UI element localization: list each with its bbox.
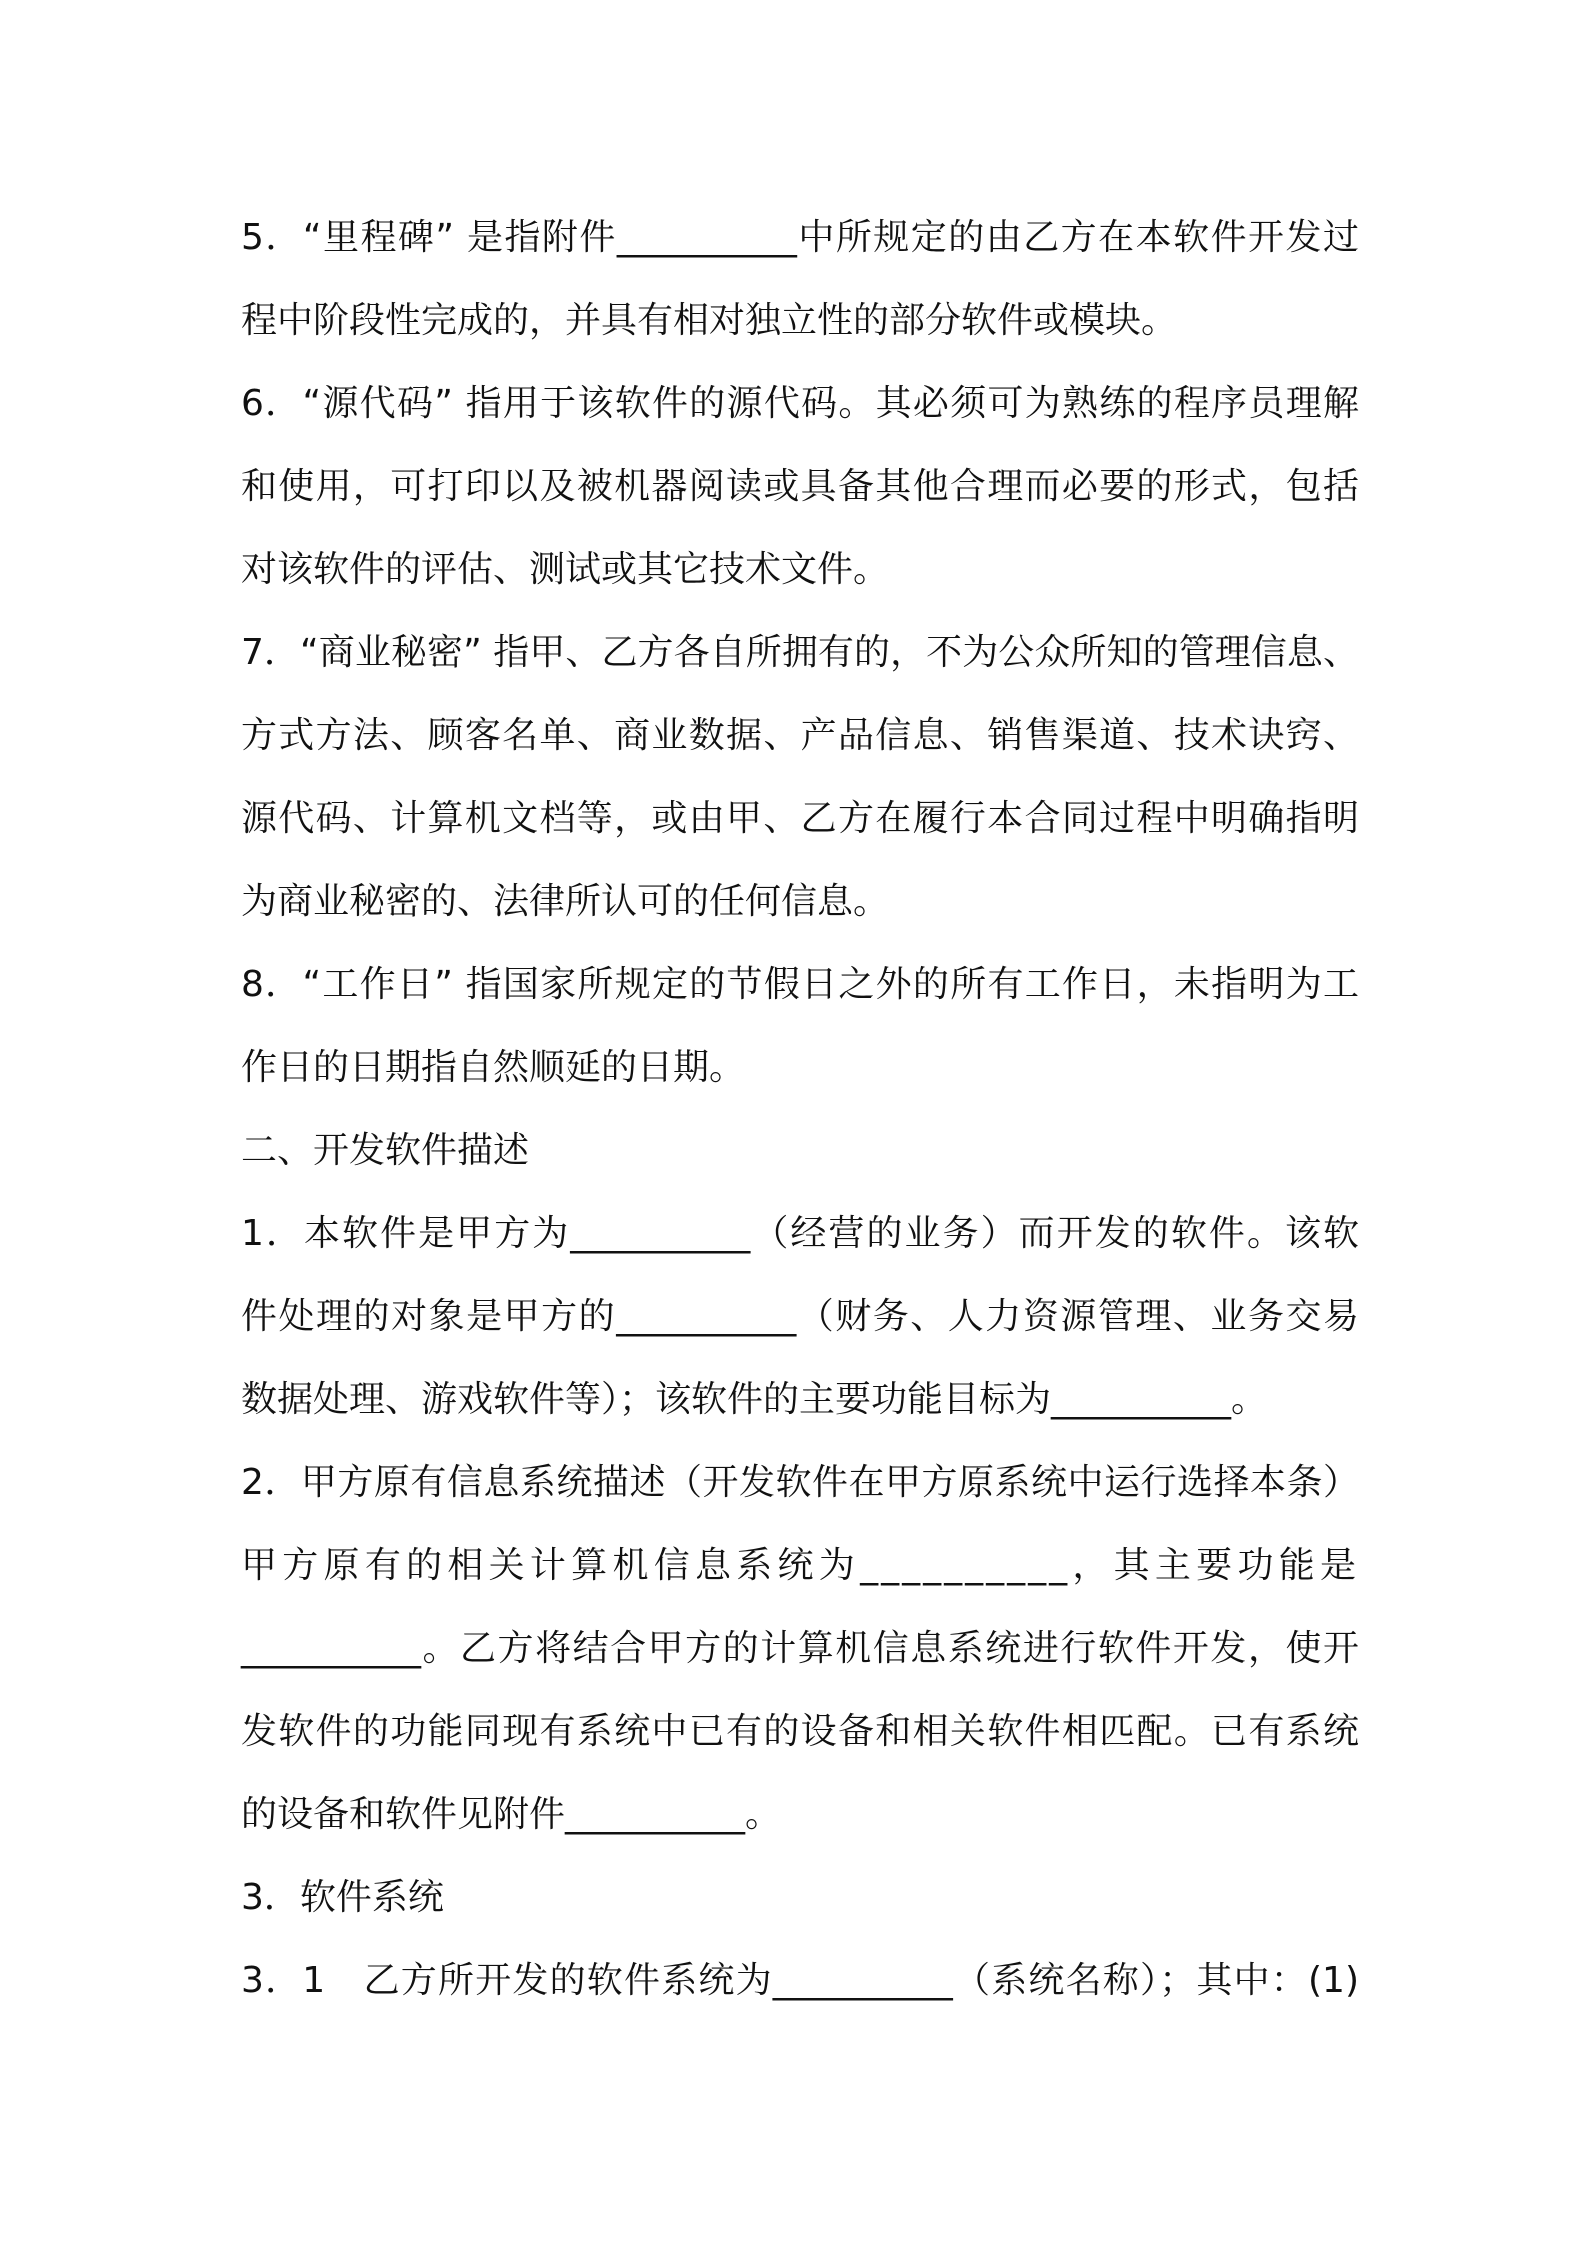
item-3-1-line-1: 3．1 乙方所开发的软件系统为__________（系统名称）；其中：(1) [241, 1960, 1359, 2001]
item-1-line-3: 数据处理、游戏软件等）；该软件的主要功能目标为__________。 [241, 1379, 1268, 1420]
clause-6-line-1: 6．“源代码” 指用于该软件的源代码。其必须可为熟练的程序员理解 [241, 383, 1359, 424]
item-2-line-4: 发软件的功能同现有系统中已有的设备和相关软件相匹配。已有系统 [241, 1711, 1359, 1752]
clause-5-line-2: 程中阶段性完成的，并具有相对独立性的部分软件或模块。 [241, 300, 1178, 341]
clause-6-line-3: 对该软件的评估、测试或其它技术文件。 [241, 549, 890, 590]
section-2-heading: 二、开发软件描述 [241, 1130, 530, 1171]
clause-8-line-1: 8．“工作日” 指国家所规定的节假日之外的所有工作日，未指明为工 [241, 964, 1359, 1005]
item-2-line-2: 甲方原有的相关计算机信息系统为__________，其主要功能是 [241, 1545, 1359, 1586]
clause-7-line-4: 为商业秘密的、法律所认可的任何信息。 [241, 881, 890, 922]
item-3-heading: 3．软件系统 [241, 1877, 444, 1918]
clause-7-line-1: 7．“商业秘密” 指甲、乙方各自所拥有的，不为公众所知的管理信息、 [241, 632, 1359, 673]
clause-5-line-1: 5．“里程碑” 是指附件__________中所规定的由乙方在本软件开发过 [241, 217, 1359, 258]
document-body [241, 196, 1359, 2022]
clause-7-line-3: 源代码、计算机文档等，或由甲、乙方在履行本合同过程中明确指明 [241, 798, 1359, 839]
item-2-line-3: __________。乙方将结合甲方的计算机信息系统进行软件开发，使开 [241, 1628, 1359, 1669]
item-1-line-1: 1．本软件是甲方为__________（经营的业务）而开发的软件。该软 [241, 1213, 1359, 1254]
item-1-line-2: 件处理的对象是甲方的__________（财务、人力资源管理、业务交易 [241, 1296, 1359, 1337]
item-2-line-5: 的设备和软件见附件__________。 [241, 1794, 782, 1835]
item-2-line-1: 2．甲方原有信息系统描述（开发软件在甲方原系统中运行选择本条） [241, 1462, 1359, 1503]
clause-6-line-2: 和使用，可打印以及被机器阅读或具备其他合理而必要的形式，包括 [241, 466, 1359, 507]
clause-8-line-2: 作日的日期指自然顺延的日期。 [241, 1047, 746, 1088]
clause-7-line-2: 方式方法、顾客名单、商业数据、产品信息、销售渠道、技术诀窍、 [241, 715, 1359, 756]
